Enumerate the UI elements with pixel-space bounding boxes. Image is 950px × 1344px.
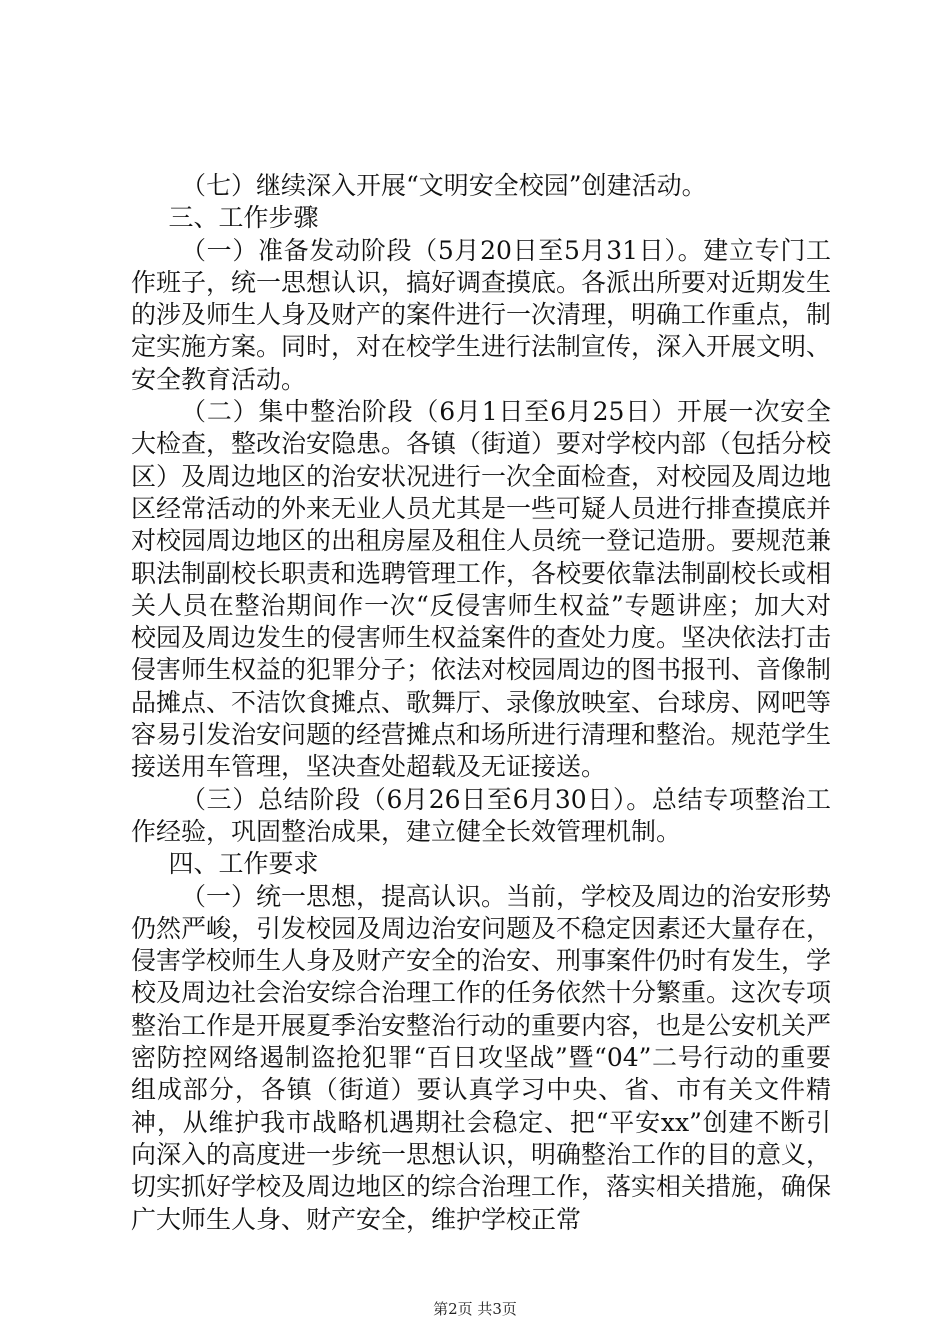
page-footer: 第2页 共3页 bbox=[433, 1300, 517, 1318]
paragraph-requirement-1: （一）统一思想，提高认识。当前，学校及周边的治安形势仍然严峻，引发校园及周边治安问题及不稳定因素还大量存在，侵害学校师生人身及财产安全的治安、刑事案件仍时有发生，学校及周边社会治安综合治理工作的任务依然十分繁重。这次专项整治工作是开展夏季治安整治行动的重要内容，也是公安机关严密防控网络遏制盗抢犯罪“百日攻坚战”暨“04”二号行动的重要组成部分，各镇（街道）要认真学习中央、省、市有关文件精神，从维护我市战略机遇期社会稳定、把“平安xx”创建不断引向深入的高度进一步统一思想认识，明确整治工作的目的意义，切实抓好学校及周边地区的综合治理工作，落实相关措施，确保广大师生人身、财产安全，维护学校正常 bbox=[131, 881, 832, 1234]
document-body bbox=[131, 170, 831, 1236]
section-heading-work-requirements: 四、工作要求 bbox=[168, 849, 319, 879]
paragraph-step-2: （二）集中整治阶段（6月1日至6月25日）开展一次安全大检查，整改治安隐患。各镇（街道）要对学校内部（包括分校区）及周边地区的治安状况进行一次全面检查，对校园及周边地区经常活动的外来无业人员尤其是一些可疑人员进行排查摸底并对校园周边地区的出租房屋及租住人员统一登记造册。要规范兼职法制副校长职责和选聘管理工作，各校要依靠法制副校长或相关人员在整治期间作一次“反侵害师生权益”专题讲座；加大对校园及周边发生的侵害师生权益案件的查处力度。坚决依法打击侵害师生权益的犯罪分子；依法对校园周边的图书报刊、音像制品摊点、不洁饮食摊点、歌舞厅、录像放映室、台球房、网吧等容易引发治安问题的经营摊点和场所进行清理和整治。规范学生接送用车管理，坚决查处超载及无证接送。 bbox=[131, 397, 832, 782]
paragraph-step-3: （三）总结阶段（6月26日至6月30日）。总结专项整治工作经验，巩固整治成果，建立健全长效管理机制。 bbox=[131, 784, 831, 846]
paragraph-step-1: （一）准备发动阶段（5月20日至5月31日）。建立专门工作班子，统一思想认识，搞好调查摸底。各派出所要对近期发生的涉及师生人身及财产的案件进行一次清理，明确工作重点，制定实施方案。同时，对在校学生进行法制宣传，深入开展文明、安全教育活动。 bbox=[131, 235, 832, 394]
paragraph-item-7: （七）继续深入开展“文明安全校园”创建活动。 bbox=[181, 171, 707, 200]
section-heading-work-steps: 三、工作步骤 bbox=[168, 203, 319, 233]
